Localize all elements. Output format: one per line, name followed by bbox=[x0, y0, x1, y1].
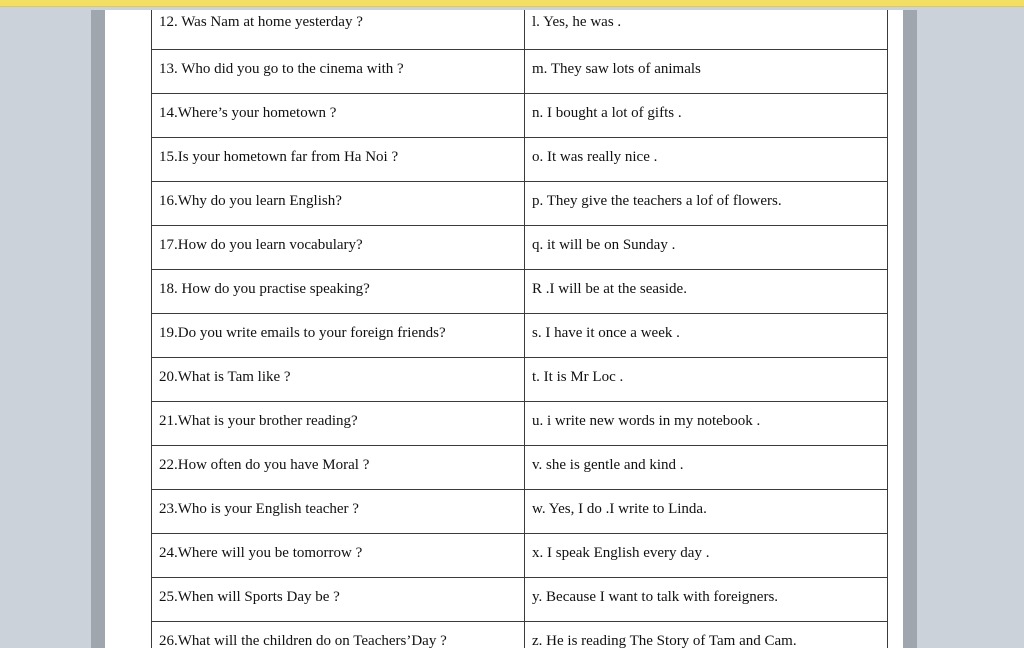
answer-text: x. I speak English every day . bbox=[532, 545, 710, 561]
question-text: 19.Do you write emails to your foreign friends? bbox=[159, 325, 446, 341]
answer-cell bbox=[525, 138, 888, 182]
question-cell bbox=[152, 490, 525, 534]
table-row bbox=[152, 314, 888, 358]
answer-text: v. she is gentle and kind . bbox=[532, 457, 684, 473]
table-row bbox=[152, 138, 888, 182]
question-cell bbox=[152, 10, 525, 50]
answer-cell bbox=[525, 10, 888, 50]
question-text: 24.Where will you be tomorrow ? bbox=[159, 545, 363, 561]
question-text: 20.What is Tam like ? bbox=[159, 369, 291, 385]
answer-cell bbox=[525, 446, 888, 490]
table-row bbox=[152, 578, 888, 622]
question-cell bbox=[152, 622, 525, 648]
table-row bbox=[152, 446, 888, 490]
question-text: 12. Was Nam at home yesterday ? bbox=[159, 14, 363, 30]
answer-cell bbox=[525, 534, 888, 578]
answer-cell bbox=[525, 490, 888, 534]
answer-text: t. It is Mr Loc . bbox=[532, 369, 624, 385]
answer-cell bbox=[525, 578, 888, 622]
question-text: 16.Why do you learn English? bbox=[159, 193, 342, 209]
answer-text: u. i write new words in my notebook . bbox=[532, 413, 761, 429]
table-row bbox=[152, 10, 888, 50]
question-text: 13. Who did you go to the cinema with ? bbox=[159, 61, 404, 77]
table-row bbox=[152, 622, 888, 648]
table-row bbox=[152, 402, 888, 446]
answer-text: q. it will be on Sunday . bbox=[532, 237, 676, 253]
question-text: 17.How do you learn vocabulary? bbox=[159, 237, 363, 253]
question-cell bbox=[152, 358, 525, 402]
answer-cell bbox=[525, 182, 888, 226]
table-row bbox=[152, 94, 888, 138]
question-text: 22.How often do you have Moral ? bbox=[159, 457, 370, 473]
question-cell bbox=[152, 226, 525, 270]
question-text: 23.Who is your English teacher ? bbox=[159, 501, 359, 517]
answer-text: n. I bought a lot of gifts . bbox=[532, 105, 682, 121]
answer-text: p. They give the teachers a lof of flowers. bbox=[532, 193, 782, 209]
answer-cell bbox=[525, 270, 888, 314]
question-cell bbox=[152, 446, 525, 490]
question-cell bbox=[152, 534, 525, 578]
question-text: 15.Is your hometown far from Ha Noi ? bbox=[159, 149, 399, 165]
question-text: 14.Where’s your hometown ? bbox=[159, 105, 337, 121]
answer-cell bbox=[525, 402, 888, 446]
answer-cell bbox=[525, 50, 888, 94]
question-cell bbox=[152, 402, 525, 446]
question-cell bbox=[152, 182, 525, 226]
answer-cell bbox=[525, 358, 888, 402]
table-row bbox=[152, 226, 888, 270]
question-cell bbox=[152, 138, 525, 182]
table-row bbox=[152, 270, 888, 314]
answer-text: R .I will be at the seaside. bbox=[532, 281, 687, 297]
question-cell bbox=[152, 94, 525, 138]
question-cell bbox=[152, 578, 525, 622]
page-left-shadow bbox=[91, 10, 105, 648]
answer-text: w. Yes, I do .I write to Linda. bbox=[532, 501, 707, 517]
question-text: 25.When will Sports Day be ? bbox=[159, 589, 340, 605]
question-text: 26.What will the children do on Teachers’Day ? bbox=[159, 633, 447, 648]
question-cell bbox=[152, 50, 525, 94]
answer-cell bbox=[525, 314, 888, 358]
page-right-shadow bbox=[903, 10, 917, 648]
question-cell bbox=[152, 270, 525, 314]
answer-text: l. Yes, he was . bbox=[532, 14, 622, 30]
question-answer-matching-table bbox=[151, 10, 888, 648]
table-row bbox=[152, 182, 888, 226]
question-text: 18. How do you practise speaking? bbox=[159, 281, 370, 297]
answer-cell bbox=[525, 226, 888, 270]
answer-text: s. I have it once a week . bbox=[532, 325, 680, 341]
table-row bbox=[152, 534, 888, 578]
table-row bbox=[152, 50, 888, 94]
table-row bbox=[152, 490, 888, 534]
document-page bbox=[105, 10, 903, 648]
answer-text: o. It was really nice . bbox=[532, 149, 658, 165]
question-text: 21.What is your brother reading? bbox=[159, 413, 358, 429]
question-cell bbox=[152, 314, 525, 358]
answer-cell bbox=[525, 94, 888, 138]
answer-cell bbox=[525, 622, 888, 648]
window-top-accent-bar bbox=[0, 0, 1024, 7]
answer-text: m. They saw lots of animals bbox=[532, 61, 701, 77]
answer-text: y. Because I want to talk with foreigners. bbox=[532, 589, 779, 605]
table-row bbox=[152, 358, 888, 402]
answer-text: z. He is reading The Story of Tam and Cam. bbox=[532, 633, 797, 648]
